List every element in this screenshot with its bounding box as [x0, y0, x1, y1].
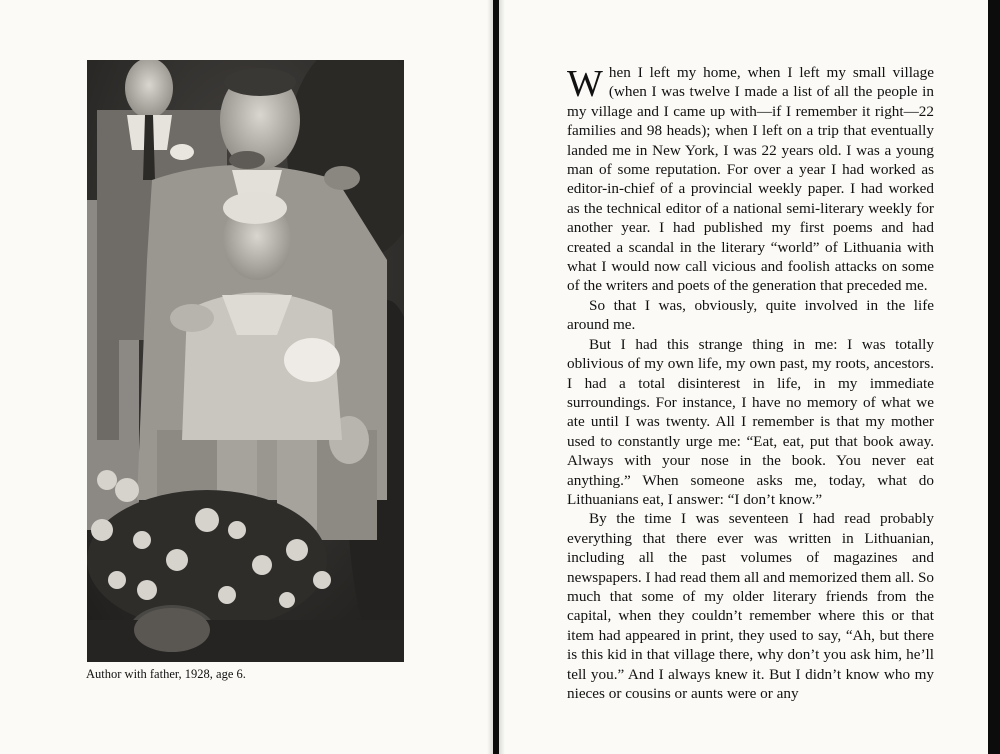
- paragraph: [567, 63, 934, 296]
- left-page: [0, 0, 493, 754]
- gutter-shadow: [499, 0, 505, 754]
- gutter-shadow: [487, 0, 493, 754]
- paragraph-text: hen I left my home, when I left my small village (when I was twelve I made a list of all the people in my village and I came up with—if I remember it right—22 families and 98 heads); when I left on a trip that eventually landed me in New York, I was 22 years old. I was a young man of some reputation. For over a year I had worked as editor-in-chief of a provincial weekly paper. I had worked as the technical editor of a national semi-literary weekly for another year. I had published my first poems and had created a scandal in the literary “world” of Lithuania with what I would now call vicious and foolish attacks on some of the writers and poets of the generation that preceded me.: [567, 64, 934, 295]
- photo-caption: Author with father, 1928, age 6.: [86, 667, 246, 681]
- body-text: [567, 63, 934, 703]
- paragraph: So that I was, obviously, quite involved in the life around me.: [567, 296, 934, 334]
- family-photo: [87, 60, 404, 662]
- photo-image: [87, 60, 404, 662]
- paragraph: But I had this strange thing in me: I was totally oblivious of my own life, my own past, my roots, ancestors. I had a total disinterest in life, in my immediate surroundings. For instance, I have no memory of what we ate until I was twenty. All I remember is that my mother used to constantly urge me: “Eat, eat, put that book away. Always with your nose in the book. You never eat anything.” When someone asks me, today, what do Lithuanians eat, I answer: “I don’t know.”: [567, 335, 934, 508]
- paragraph: By the time I was seventeen I had read probably everything that there ever was written in Lithuanian, including all the past volumes of magazines and newspapers. I had read them all and memorized them all. So much that some of my older literary friends from the capital, when they couldn’t remember where this or that item had appeared in print, they used to say, “Ah, but there is this kid in that village there, why don’t you ask him, he’ll tell you.” And I always knew it. But I didn’t know who my nieces or cousins or aunts were or any: [567, 510, 934, 702]
- drop-cap: W: [567, 63, 603, 105]
